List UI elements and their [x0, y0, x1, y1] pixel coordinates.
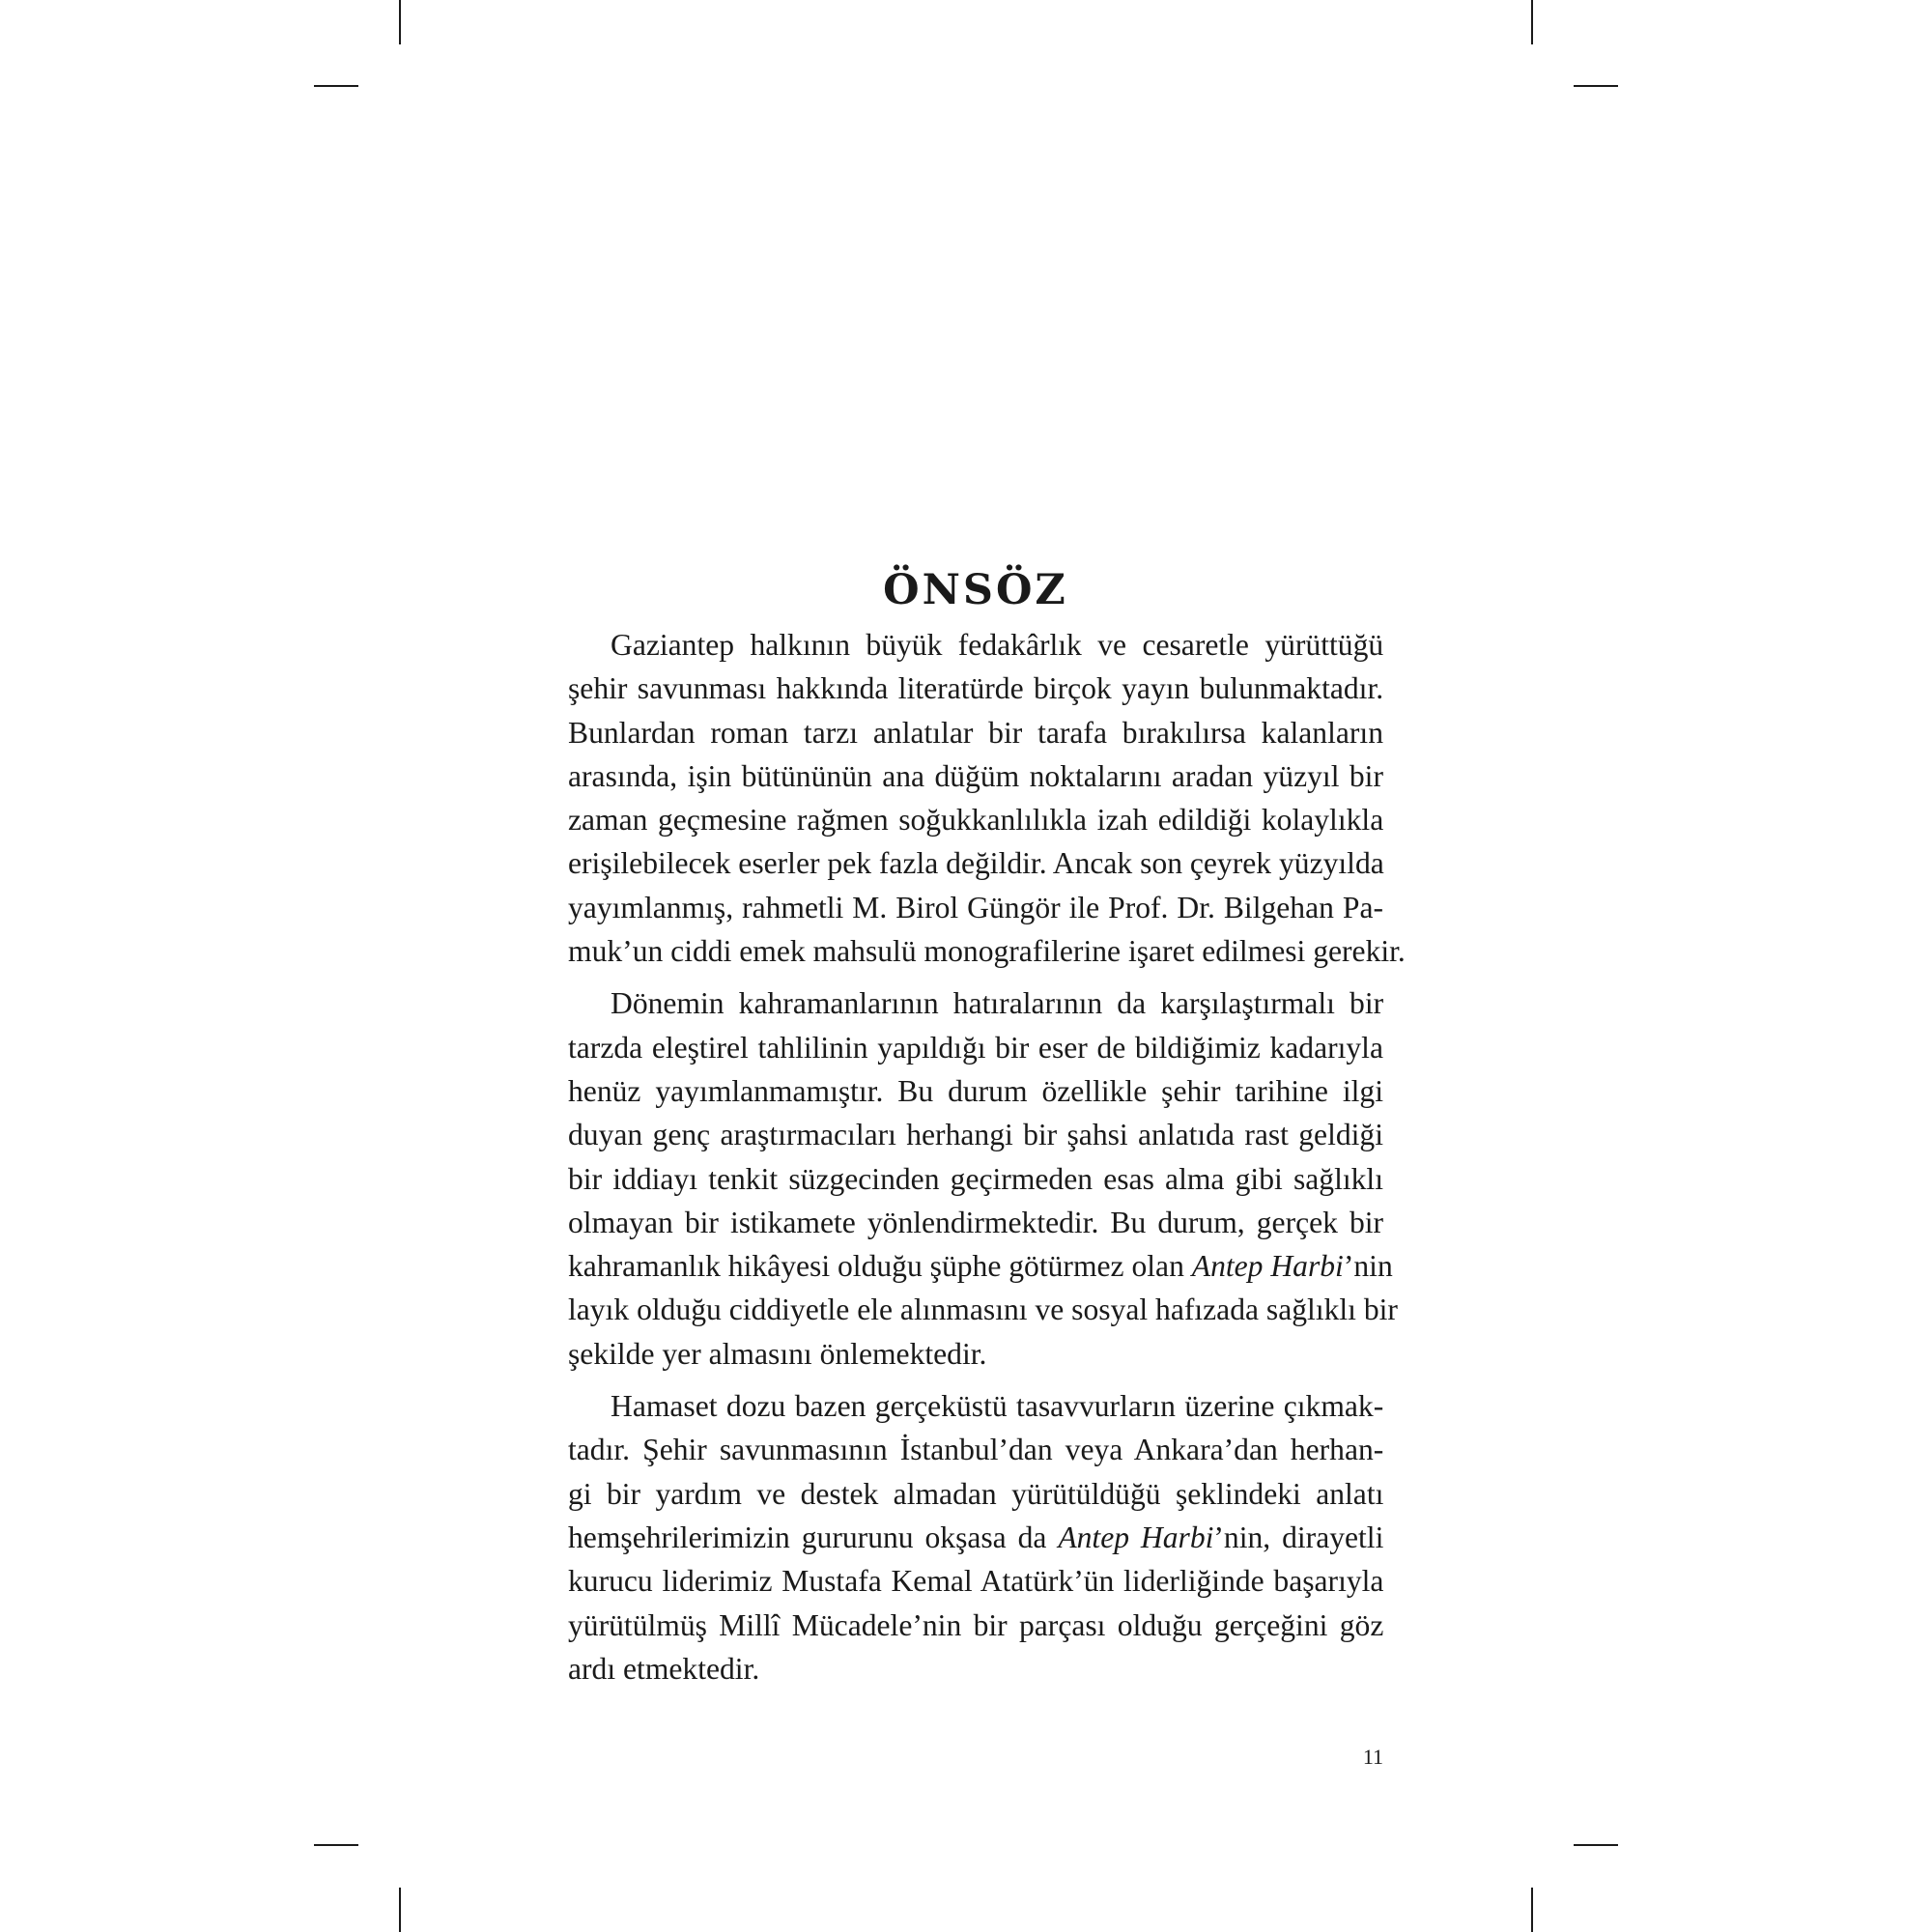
- text-line: [568, 1069, 1383, 1113]
- paragraph: [568, 1384, 1383, 1690]
- text-line: [568, 841, 1383, 885]
- text-line: [568, 754, 1383, 798]
- crop-mark-bottom-right-vertical: [1531, 1888, 1533, 1932]
- crop-mark-bottom-left-vertical: [399, 1888, 401, 1932]
- crop-mark-bottom-right-horizontal: [1574, 1844, 1618, 1846]
- text-segment: Bunlardan roman tarzı anlatılar bir tarafa bırakılırsa kalanların: [568, 715, 1383, 750]
- text-segment: yürütülmüş Millî Mücadele’nin bir parçası olduğu gerçeğini göz: [568, 1607, 1384, 1642]
- text-line: [568, 667, 1383, 710]
- text-line: [568, 1332, 1383, 1376]
- crop-mark-bottom-left-horizontal: [314, 1844, 358, 1846]
- text-line: [568, 1288, 1398, 1331]
- text-segment: hemşehrilerimizin gururunu okşasa da: [568, 1520, 1059, 1554]
- text-line: [568, 981, 1383, 1025]
- text-segment: yayımlanmış, rahmetli M. Birol Güngör ile Prof. Dr. Bilgehan Pa-: [568, 890, 1383, 924]
- text-line: [568, 623, 1383, 667]
- text-line: [568, 929, 1406, 973]
- page-title: ÖNSÖZ: [883, 565, 1068, 614]
- text-segment: henüz yayımlanmamıştır. Bu durum özellikle şehir tarihine ilgi: [568, 1073, 1383, 1108]
- text-line: [568, 1604, 1383, 1647]
- text-segment: gi bir yardım ve destek almadan yürütüldüğü şeklindeki anlatı: [568, 1476, 1384, 1511]
- text-segment: ardı etmektedir.: [568, 1651, 760, 1686]
- text-line: [568, 1428, 1383, 1471]
- text-line: [568, 1201, 1383, 1244]
- text-line: [568, 1384, 1383, 1428]
- text-line: [568, 1026, 1383, 1069]
- text-line: [568, 1647, 1383, 1690]
- paragraph: [568, 623, 1406, 973]
- text-segment: zaman geçmesine rağmen soğukkanlılıkla izah edildiği kolaylıkla: [568, 803, 1384, 838]
- text-segment: layık olduğu ciddiyetle ele alınmasını ve sosyal hafızada sağlıklı bir: [568, 1293, 1398, 1327]
- text-segment: Gaziantep halkının büyük fedakârlık ve cesaretle yürüttüğü: [611, 628, 1384, 662]
- italic-title-text: Antep Harbi: [1191, 1249, 1344, 1284]
- text-segment: ’nin, dirayetli: [1213, 1520, 1384, 1554]
- text-line: [568, 1559, 1383, 1603]
- text-line: [568, 886, 1383, 929]
- text-segment: muk’un ciddi emek mahsulü monografilerine işaret edilmesi gerekir.: [568, 934, 1406, 969]
- text-segment: erişilebilecek eserler pek fazla değildir. Ancak son çeyrek yüzyılda: [568, 846, 1384, 881]
- text-segment: duyan genç araştırmacıları herhangi bir şahsi anlatıda rast geldiği: [568, 1118, 1383, 1152]
- text-line: [568, 1113, 1383, 1156]
- text-segment: kurucu liderimiz Mustafa Kemal Atatürk’ün liderliğinde başarıyla: [568, 1564, 1384, 1599]
- crop-mark-top-left-horizontal: [314, 85, 358, 87]
- text-line: [568, 1157, 1383, 1201]
- page-number: 11: [1362, 1745, 1383, 1769]
- text-segment: bir iddiayı tenkit süzgecinden geçirmeden esas alma gibi sağlıklı: [568, 1161, 1383, 1196]
- text-segment: olmayan bir istikamete yönlendirmektedir. Bu durum, gerçek bir: [568, 1205, 1384, 1239]
- text-line: [568, 711, 1383, 754]
- text-segment: Hamaset dozu bazen gerçeküstü tasavvurların üzerine çıkmak-: [611, 1389, 1384, 1424]
- text-line: [568, 1472, 1383, 1516]
- crop-mark-top-right-vertical: [1531, 0, 1533, 44]
- crop-mark-top-left-vertical: [399, 0, 401, 44]
- paragraph: [568, 981, 1398, 1376]
- text-line: [568, 1516, 1383, 1559]
- crop-mark-top-right-horizontal: [1574, 85, 1618, 87]
- text-line: [568, 1244, 1393, 1288]
- text-segment: kahramanlık hikâyesi olduğu şüphe götürmez olan: [568, 1249, 1192, 1284]
- text-segment: arasında, işin bütününün ana düğüm noktalarını aradan yüzyıl bir: [568, 758, 1383, 793]
- text-segment: tadır. Şehir savunmasının İstanbul’dan veya Ankara’dan herhan-: [568, 1433, 1384, 1467]
- italic-title-text: Antep Harbi: [1058, 1520, 1214, 1554]
- text-line: [568, 798, 1383, 841]
- text-segment: Dönemin kahramanlarının hatıralarının da karşılaştırmalı bir: [611, 986, 1384, 1021]
- text-segment: ’nin: [1343, 1249, 1393, 1284]
- text-segment: şekilde yer almasını önlemektedir.: [568, 1336, 987, 1371]
- text-segment: şehir savunması hakkında literatürde birçok yayın bulunmaktadır.: [568, 671, 1384, 706]
- body-text: [568, 623, 1406, 1690]
- text-segment: tarzda eleştirel tahlilinin yapıldığı bir eser de bildiğimiz kadarıyla: [568, 1030, 1383, 1065]
